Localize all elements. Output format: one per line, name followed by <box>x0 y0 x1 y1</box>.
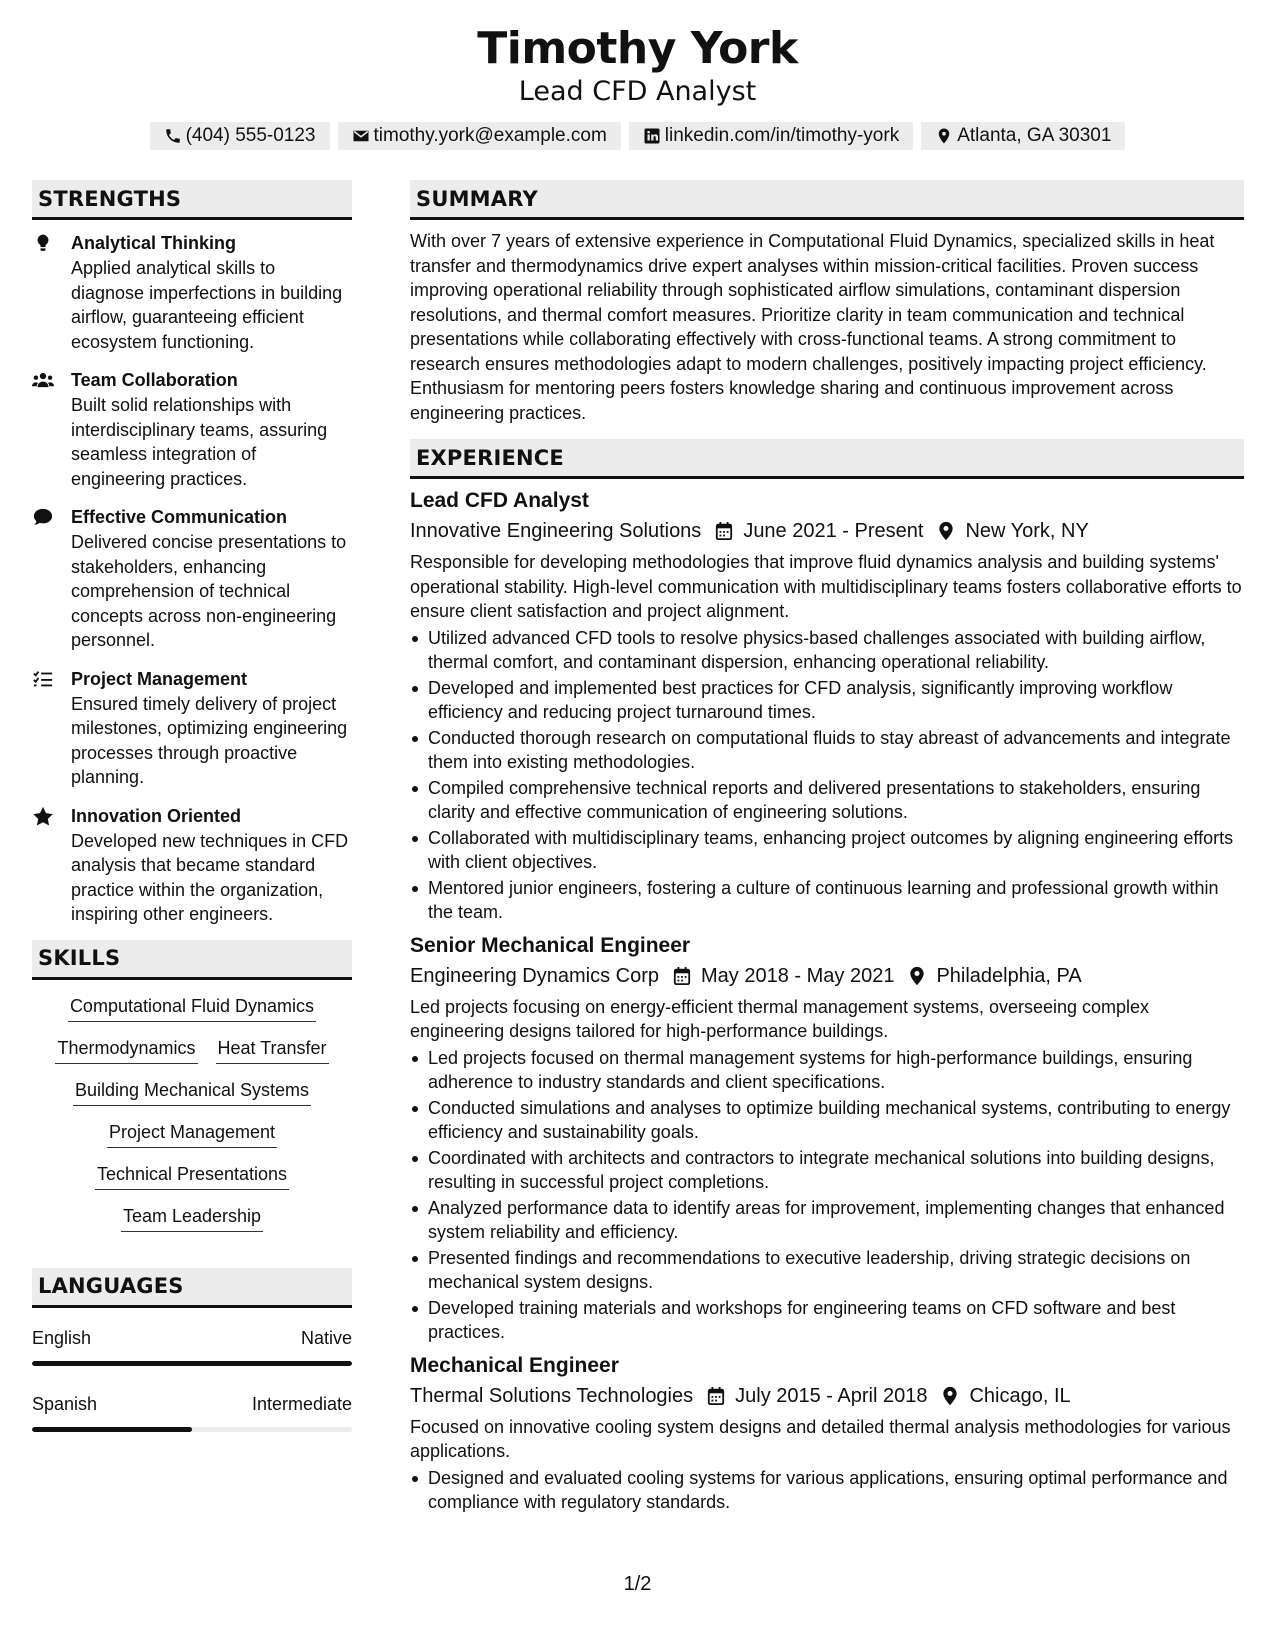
strength-title: Team Collaboration <box>71 370 238 390</box>
checklist-icon <box>32 666 71 790</box>
job-meta <box>410 516 1244 546</box>
job-role: Senior Mechanical Engineer <box>410 933 691 957</box>
job-bullet: Collaborated with multidisciplinary teams, enhancing project outcomes by aligning engineering efforts with client objectives. <box>410 826 1244 874</box>
calendar-icon <box>659 966 701 986</box>
summary-heading: SUMMARY <box>410 180 1244 220</box>
lightbulb-icon <box>32 230 71 354</box>
job-location: New York, NY <box>965 520 1089 542</box>
skill-tag: Technical Presentations <box>95 1162 289 1190</box>
contact-text: Atlanta, GA 30301 <box>957 125 1112 146</box>
language-proficiency-fill <box>32 1361 352 1366</box>
contact-text: timothy.york@example.com <box>373 125 607 146</box>
job-role: Lead CFD Analyst <box>410 489 589 512</box>
strength-desc: Delivered concise presentations to stakeholders, enhancing comprehension of technical concepts across non-engineering personnel. <box>71 532 347 650</box>
job-bullet: Led projects focused on thermal management systems for high-performance buildings, ensuring adherence to industry standards and client specifications. <box>410 1046 1244 1094</box>
calendar-icon <box>693 1386 735 1406</box>
job-dates: June 2021 - Present <box>743 520 924 542</box>
map-pin-icon <box>923 521 965 541</box>
map-pin-icon <box>935 127 953 145</box>
strengths-heading: STRENGTHS <box>32 180 352 220</box>
summary-text: With over 7 years of extensive experience in Computational Fluid Dynamics, specialized skills in heat transfer and thermodynamics drive expert analyses within mission-critical facilities. Proven success improving operational reliability through sophisticated airflow simulations, contaminant dispersion resolutions, and thermal comfort measures. Prioritize clarity in team communication and technical presentations while collaborating effectively with cross-functional teams. A strong commitment to research ensures methodologies adapt to modern challenges, positively impacting project efficiency. Enthusiasm for mentoring peers fosters knowledge sharing and continuous improvement across engineering practices. <box>410 231 1215 423</box>
language-proficiency-bar <box>32 1361 352 1366</box>
job-role: Mechanical Engineer <box>410 1353 619 1377</box>
strength-item <box>32 666 352 790</box>
skill-tag: Building Mechanical Systems <box>73 1078 311 1106</box>
contact-phone[interactable] <box>150 122 330 150</box>
phone-icon <box>164 127 182 145</box>
page-number: 1/2 <box>623 1573 652 1595</box>
languages-heading: LANGUAGES <box>32 1268 352 1308</box>
strength-desc: Ensured timely delivery of project milestones, optimizing engineering processes through proactive planning. <box>71 693 348 787</box>
job-dates: May 2018 - May 2021 <box>701 964 895 987</box>
map-pin-icon <box>894 966 936 986</box>
language-proficiency-bar <box>32 1427 352 1432</box>
job-description: Led projects focusing on energy-efficient thermal management systems, overseeing complex engineering designs tailored for high-performance buildings. <box>410 996 1150 1041</box>
job-company: Thermal Solutions Technologies <box>410 1384 694 1407</box>
candidate-name: Timothy York <box>477 23 798 74</box>
job-location: Chicago, IL <box>969 1384 1071 1407</box>
job-bullet: Designed and evaluated cooling systems for various applications, ensuring optimal performance and compliance with regulatory standards. <box>410 1466 1244 1514</box>
left-column <box>32 180 352 1452</box>
skills-heading: SKILLS <box>32 940 352 980</box>
job-bullets <box>410 1046 1244 1344</box>
map-pin-icon <box>927 1386 969 1406</box>
job-bullet: Developed training materials and workshops for engineering teams on CFD software and best practices. <box>410 1296 1244 1344</box>
speech-bubble-icon <box>32 504 71 653</box>
contact-bar <box>0 122 1275 150</box>
contact-text: (404) 555-0123 <box>185 125 316 146</box>
experience-heading: EXPERIENCE <box>410 439 1244 479</box>
job-bullets <box>410 626 1244 924</box>
strength-item <box>32 803 352 927</box>
star-icon <box>32 803 71 927</box>
skill-tag: Computational Fluid Dynamics <box>68 994 316 1022</box>
job-bullet: Compiled comprehensive technical reports and delivered presentations to stakeholders, ensuring clarity and effective communication of engineering solutions. <box>410 776 1244 824</box>
job-meta <box>410 1381 1244 1411</box>
language-item <box>32 1326 352 1366</box>
strength-desc: Developed new techniques in CFD analysis that became standard practice within the organization, inspiring other engineers. <box>71 830 349 924</box>
strength-item <box>32 230 352 354</box>
job-bullet: Mentored junior engineers, fostering a culture of continuous learning and professional growth within the team. <box>410 876 1244 924</box>
job-location: Philadelphia, PA <box>936 964 1082 987</box>
job-bullet: Conducted simulations and analyses to optimize building mechanical systems, contributing to energy efficiency and sustainability goals. <box>410 1096 1244 1144</box>
job-bullet: Conducted thorough research on computational fluids to stay abreast of advancements and integrate them into existing methodologies. <box>410 726 1244 774</box>
skills-list <box>32 994 352 1232</box>
linkedin-icon <box>643 127 661 145</box>
strength-title: Analytical Thinking <box>71 233 237 253</box>
job-entry <box>410 932 1244 1344</box>
language-item <box>32 1392 352 1432</box>
language-proficiency-fill <box>32 1427 192 1432</box>
job-company: Engineering Dynamics Corp <box>410 964 660 987</box>
job-bullet: Developed and implemented best practices for CFD analysis, significantly improving workflow efficiency and reducing project turnaround times. <box>410 676 1244 724</box>
skill-tag: Thermodynamics <box>55 1036 197 1064</box>
job-dates: July 2015 - April 2018 <box>735 1384 928 1407</box>
strength-desc: Applied analytical skills to diagnose imperfections in building airflow, guaranteeing efficient ecosystem functioning. <box>71 258 343 352</box>
job-description: Focused on innovative cooling system designs and detailed thermal analysis methodologies for various applications. <box>410 1416 1231 1461</box>
resume-header <box>0 22 1275 150</box>
skill-tag: Team Leadership <box>121 1204 263 1232</box>
candidate-title: Lead CFD Analyst <box>518 76 757 107</box>
envelope-icon <box>352 127 370 145</box>
skill-tag: Heat Transfer <box>216 1036 329 1064</box>
job-bullet: Presented findings and recommendations to executive leadership, driving strategic decisions on mechanical system designs. <box>410 1246 1244 1294</box>
language-name: Spanish <box>32 1393 98 1414</box>
job-meta <box>410 961 1244 991</box>
contact-linkedin[interactable] <box>629 122 913 150</box>
skill-tag: Project Management <box>107 1120 277 1148</box>
contact-email[interactable] <box>338 122 621 150</box>
strengths-list <box>32 230 352 927</box>
contact-location <box>921 122 1125 150</box>
strength-item <box>32 504 352 653</box>
strength-title: Innovation Oriented <box>71 805 242 826</box>
job-company: Innovative Engineering Solutions <box>410 520 702 542</box>
languages-list <box>32 1326 352 1432</box>
strength-item <box>32 367 352 491</box>
strength-desc: Built solid relationships with interdisciplinary teams, assuring seamless integration of engineering practices. <box>71 395 328 489</box>
right-column <box>410 180 1244 1516</box>
job-entry <box>410 1352 1244 1514</box>
language-name: English <box>32 1327 92 1348</box>
strength-title: Project Management <box>71 668 248 689</box>
job-bullet: Utilized advanced CFD tools to resolve physics-based challenges associated with building airflow, thermal comfort, and contaminant dispersion, enhancing operational reliability. <box>410 626 1244 674</box>
users-icon <box>32 367 71 491</box>
job-bullet: Analyzed performance data to identify areas for improvement, implementing changes that enhanced system reliability and efficiency. <box>410 1196 1244 1244</box>
job-description: Responsible for developing methodologies that improve fluid dynamics analysis and building systems' operational stability. High-level communication with multidisciplinary teams fosters collaborative efforts to ensure client satisfaction and project alignment. <box>410 552 1242 621</box>
language-level: Intermediate <box>251 1393 352 1414</box>
job-bullets <box>410 1466 1244 1514</box>
job-bullet: Coordinated with architects and contractors to integrate mechanical solutions into building designs, resulting in successful project completions. <box>410 1146 1244 1194</box>
job-entry <box>410 487 1244 924</box>
strength-title: Effective Communication <box>71 507 288 527</box>
language-level: Native <box>300 1327 352 1348</box>
contact-text: linkedin.com/in/timothy-york <box>664 125 900 146</box>
calendar-icon <box>701 521 743 541</box>
